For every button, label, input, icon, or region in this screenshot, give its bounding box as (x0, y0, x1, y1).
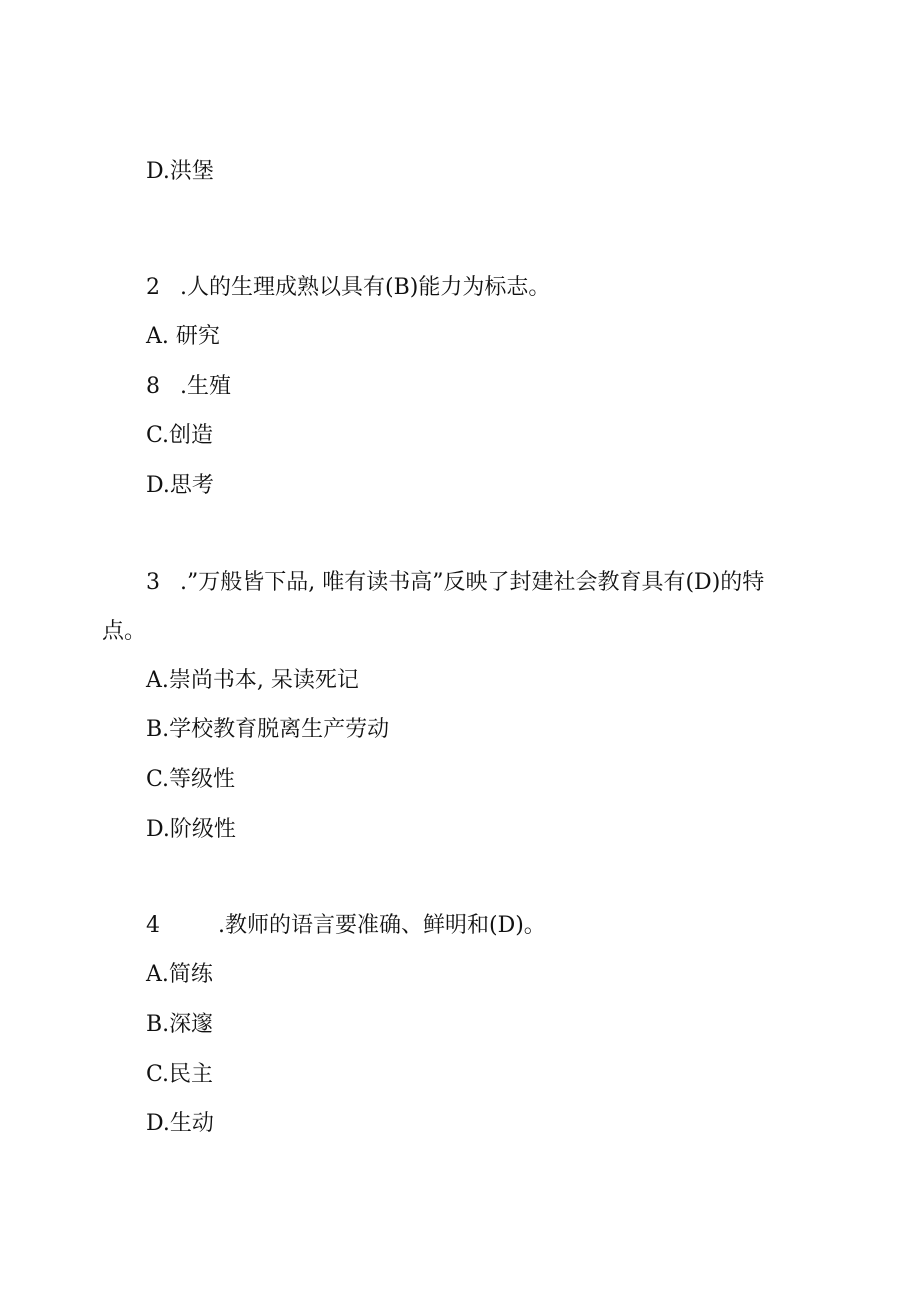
q2-option-b (146, 372, 231, 402)
q2-option-c: C.创造 (146, 423, 214, 448)
q4-option-b: B.深邃 (146, 1012, 214, 1037)
question-2-text: .人的生理成熟以具有(B)能力为标志。 (180, 275, 551, 300)
question-2 (146, 273, 550, 303)
q2-option-b-number: 8 (146, 374, 160, 399)
question-2-number: 2 (146, 275, 160, 300)
q1-option-d: D.洪堡 (146, 159, 214, 184)
q2-option-d: D.思考 (146, 473, 214, 498)
question-3-text: .”万般皆下品, 唯有读书高”反映了封建社会教育具有(D)的特 (180, 570, 765, 595)
q3-option-c: C.等级性 (146, 767, 236, 792)
q2-option-a: A. 研究 (146, 324, 220, 349)
q4-option-d: D.生动 (146, 1111, 214, 1136)
q4-option-a: A.简练 (146, 962, 213, 987)
question-4-text: .教师的语言要准确、鲜明和(D)。 (218, 913, 546, 938)
question-3 (146, 568, 764, 598)
q4-option-c: C.民主 (146, 1062, 214, 1087)
question-3-text-continued: 点。 (102, 619, 147, 644)
question-4-number: 4 (146, 913, 160, 938)
q3-option-b: B.学校教育脱离生产劳动 (146, 717, 390, 742)
question-3-number: 3 (146, 570, 160, 595)
q2-option-b-text: .生殖 (180, 374, 231, 399)
question-4 (146, 911, 546, 941)
q3-option-a: A.崇尚书本, 呆读死记 (146, 668, 359, 693)
q3-option-d: D.阶级性 (146, 817, 236, 842)
